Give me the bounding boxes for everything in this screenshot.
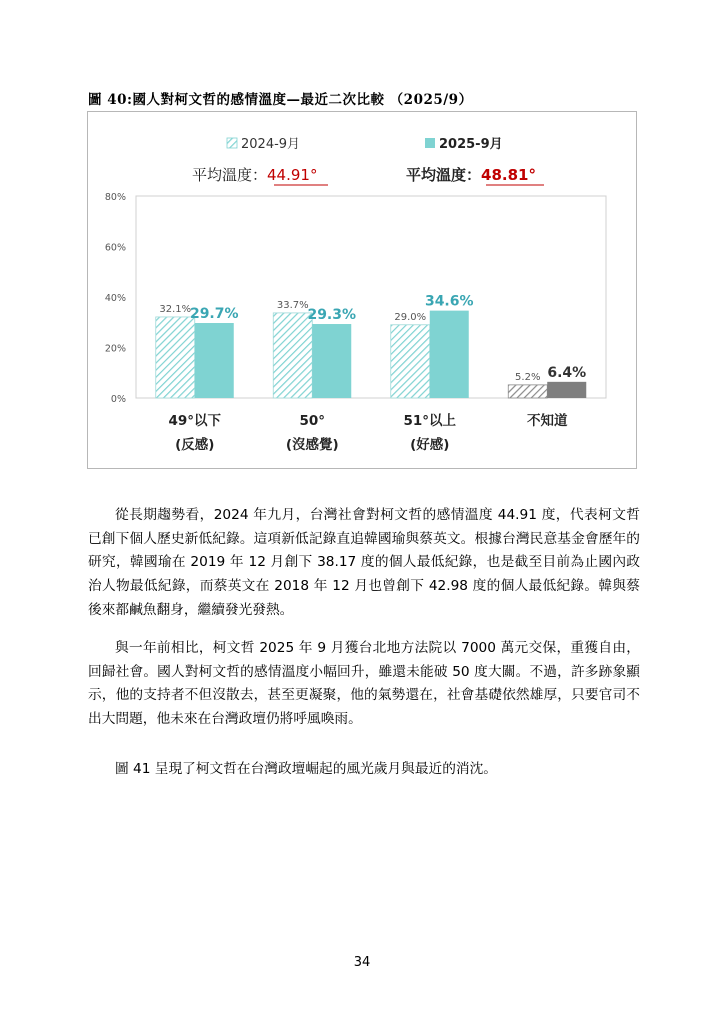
x-category-label: (反感) [175,437,215,453]
bar-2025 [430,311,469,398]
avg-temp-label-2024 [192,166,317,184]
avg-temp-label-2024-text: 平均溫度： [192,166,268,184]
bar-label-2024: 32.1% [159,303,192,315]
avg-temp-value-2024: 44.91° [267,166,318,184]
paragraph-1: 從長期趨勢看，2024 年九月，台灣社會對柯文哲的感情溫度 44.91 度，代表柯文哲已創下個人歷史新低紀錄。這項新低記錄直追韓國瑜與蔡英文。根據台灣民意基金會歷年的研究，韓國瑜在 2019 年 12 月創下 38.17 度的個人最低紀錄，也是截至目前為止國內政治人物最低紀錄，而蔡英文在 2018 年 12 月也曾創下 42.98 度的個人最低紀錄。韓與蔡後來都鹹魚翻身，繼續發光發熱。 [88,507,640,618]
figure-title: 圖 40:國人對柯文哲的感情溫度—最近二次比較 （2025/9） [88,92,473,108]
bar-label-2024: 33.7% [276,299,309,311]
bar-2025 [195,323,234,398]
x-category-label: 不知道 [527,413,568,429]
page-number: 34 [353,955,371,970]
bar-2024 [391,325,430,398]
x-category-label: (好感) [410,437,450,453]
chart-container [87,111,637,469]
bar-label-2024: 29.0% [394,311,427,323]
bar-label-2025: 6.4% [547,364,587,381]
bar-2024 [273,313,312,398]
x-category-label: 49°以下 [168,413,222,429]
bars-group [156,311,587,398]
bar-chart [88,112,636,468]
paragraph-2: 與一年前相比，柯文哲 2025 年 9 月獲台北地方法院以 7000 萬元交保，重獲自由，回歸社會。國人對柯文哲的感情溫度小幅回升，雖還未能破 50 度大關。不過，許多跡象顯示，他的支持者不但沒散去，甚至更凝聚，他的氣勢還在，社會基礎依然雄厚，只要官司不出大問題，他未來在台灣政壇仍將呼風喚雨。 [88,640,640,728]
x-category-label: 51°以上 [403,413,457,429]
bar-label-2025: 29.7% [189,306,239,323]
bar-2024 [508,385,547,398]
bar-2025 [547,382,586,398]
y-tick-label: 60% [104,242,126,254]
legend-label-2024: 2024-9月 [241,137,301,152]
x-category-label: (沒感覺) [285,437,339,453]
y-tick-label: 0% [110,394,126,405]
paragraph-3: 圖 41 呈現了柯文哲在台灣政壇崛起的風光歲月與最近的消沈。 [115,761,497,777]
bar-2025 [312,324,351,398]
avg-temp-label-2025 [406,166,536,184]
legend-swatch-2025 [425,138,435,148]
bar-label-2024: 5.2% [515,371,541,383]
avg-temp-label-2025-text: 平均溫度： [406,166,482,184]
avg-temp-value-2025: 48.81° [481,166,536,184]
bar-label-2025: 34.6% [424,293,474,310]
y-tick-label: 40% [104,293,126,304]
y-tick-label: 20% [104,343,126,355]
legend-label-2025: 2025-9月 [439,137,503,152]
bar-2024 [156,317,195,398]
x-axis-labels [168,412,568,453]
x-category-label: 50° [299,413,326,429]
legend-swatch-2024 [227,138,237,148]
y-axis [105,192,126,405]
y-tick-label: 80% [104,192,126,203]
bar-label-2025: 29.3% [307,307,357,324]
